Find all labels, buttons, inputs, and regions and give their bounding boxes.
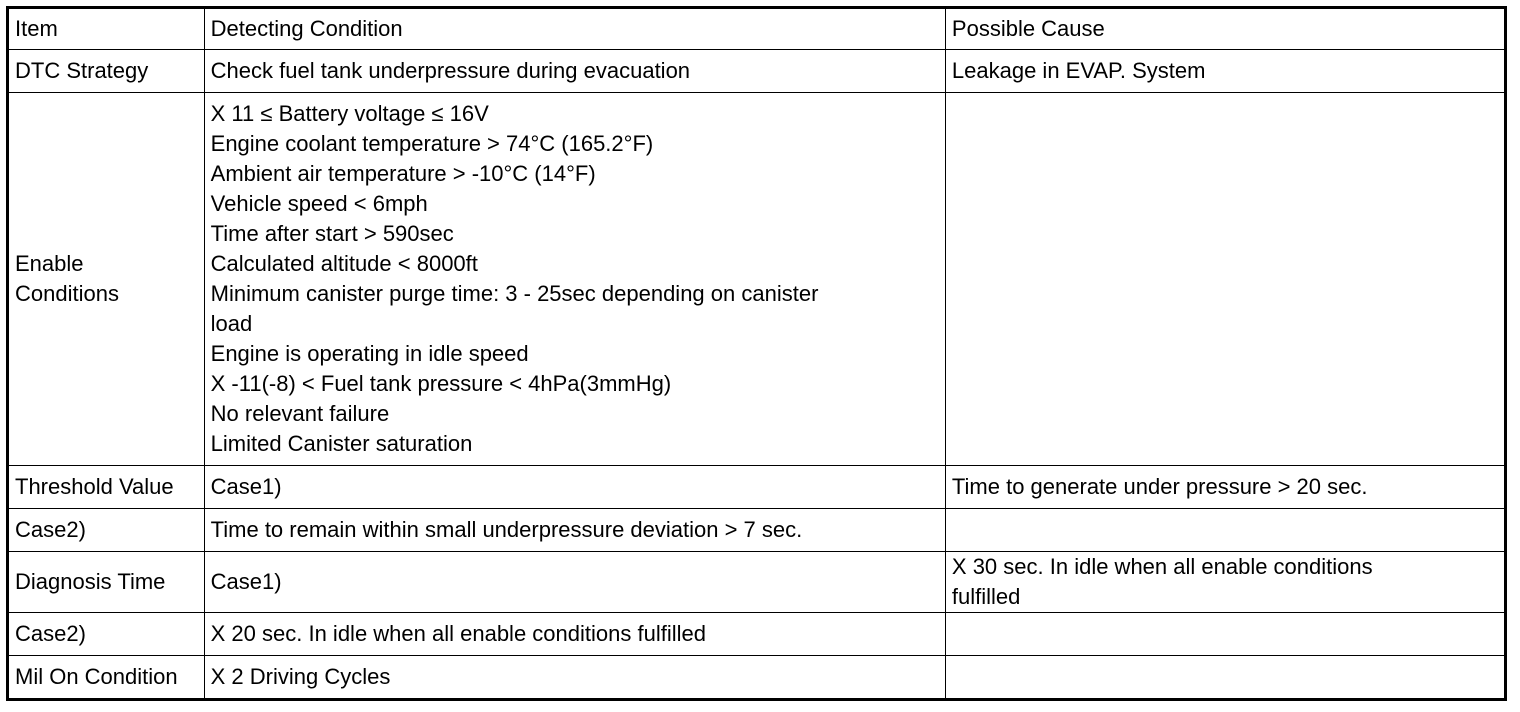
cause-line: fulfilled xyxy=(951,584,1021,609)
condition-line: Calculated altitude < 8000ft xyxy=(210,251,478,276)
cell-cause xyxy=(945,93,1505,466)
table-row-enable-conditions xyxy=(8,93,1506,466)
condition-line: Engine coolant temperature > 74°C (165.2°F) xyxy=(210,131,654,156)
cell-condition: X 20 sec. In idle when all enable conditions fulfilled xyxy=(204,613,945,656)
condition-line: X -11(-8) < Fuel tank pressure < 4hPa(3mmHg) xyxy=(210,371,672,396)
table-row-diagnosis-case2 xyxy=(8,613,1506,656)
cell-item xyxy=(8,93,205,466)
cell-item: DTC Strategy xyxy=(8,50,205,93)
condition-line: Engine is operating in idle speed xyxy=(210,341,529,366)
cell-item: Mil On Condition xyxy=(8,656,205,700)
table-row-threshold-case2 xyxy=(8,509,1506,552)
condition-line: Limited Canister saturation xyxy=(210,431,473,456)
cell-condition xyxy=(204,93,945,466)
table-row-threshold-value xyxy=(8,466,1506,509)
cell-cause xyxy=(945,613,1505,656)
cell-item: Case2) xyxy=(8,509,205,552)
header-detecting-condition: Detecting Condition xyxy=(204,8,945,50)
header-possible-cause: Possible Cause xyxy=(945,8,1505,50)
cause-line: X 30 sec. In idle when all enable conditions xyxy=(951,554,1373,579)
cell-condition: Check fuel tank underpressure during evacuation xyxy=(204,50,945,93)
condition-line: Ambient air temperature > -10°C (14°F) xyxy=(210,161,596,186)
item-line: Conditions xyxy=(15,281,119,306)
condition-line: Minimum canister purge time: 3 - 25sec depending on canister xyxy=(210,281,819,306)
table-row-mil-on-condition xyxy=(8,656,1506,700)
table-row-diagnosis-time xyxy=(8,552,1506,613)
cell-condition: Case1) xyxy=(204,466,945,509)
condition-line: Vehicle speed < 6mph xyxy=(210,191,428,216)
header-item: Item xyxy=(8,8,205,50)
diagnostic-table xyxy=(6,6,1507,701)
condition-line: X 11 ≤ Battery voltage ≤ 16V xyxy=(210,101,489,126)
cell-condition: Time to remain within small underpressure deviation > 7 sec. xyxy=(204,509,945,552)
table-header-row xyxy=(8,8,1506,50)
condition-line: No relevant failure xyxy=(210,401,390,426)
condition-line: Time after start > 590sec xyxy=(210,221,454,246)
condition-line: load xyxy=(210,311,253,336)
cell-item: Diagnosis Time xyxy=(8,552,205,613)
cell-cause: Time to generate under pressure > 20 sec. xyxy=(945,466,1505,509)
item-line: Enable xyxy=(15,251,84,276)
cell-cause xyxy=(945,509,1505,552)
cell-cause xyxy=(945,656,1505,700)
cell-item: Threshold Value xyxy=(8,466,205,509)
cell-cause xyxy=(945,552,1505,613)
cell-cause: Leakage in EVAP. System xyxy=(945,50,1505,93)
cell-condition: Case1) xyxy=(204,552,945,613)
table-row-dtc-strategy xyxy=(8,50,1506,93)
cell-item: Case2) xyxy=(8,613,205,656)
cell-condition: X 2 Driving Cycles xyxy=(204,656,945,700)
